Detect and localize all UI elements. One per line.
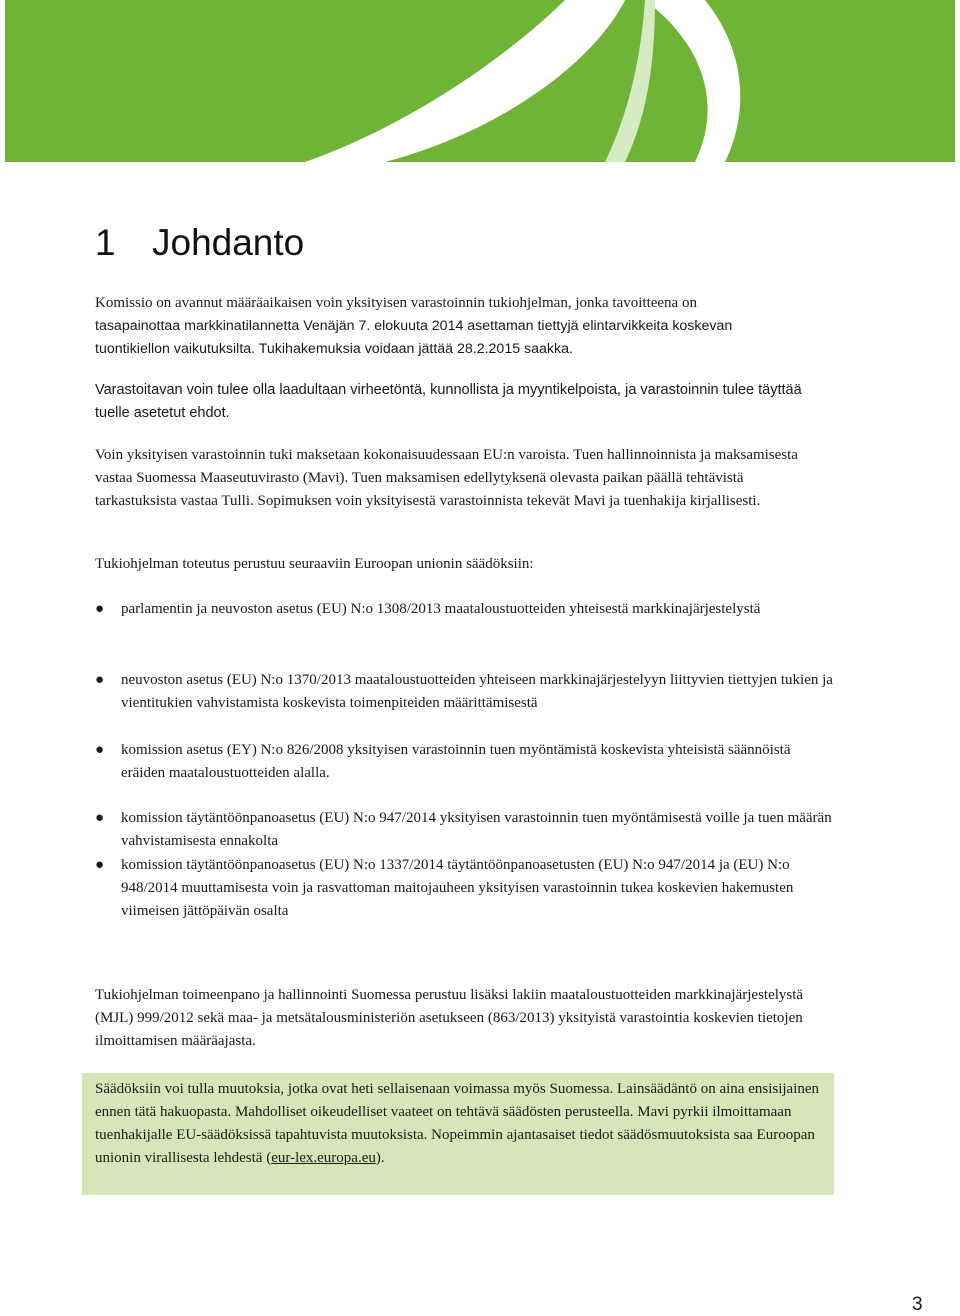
header-band	[5, 0, 955, 162]
bullet-icon: ●	[95, 857, 105, 873]
regulation-text: komission asetus (EY) N:o 826/2008 yksityisen varastoinnin tuen myöntämistä koskevista yhteisistä säännöistä eräiden maataloustuotteiden alalla.	[121, 742, 791, 781]
heading-title: Johdanto	[152, 222, 305, 263]
page-title	[95, 222, 304, 264]
intro-paragraph	[95, 292, 815, 361]
intro-line-2: tasapainottaa markkinatilannetta Venäjän 7. elokuuta 2014 asettaman tiettyjä elintarvikkeita koskevan	[95, 318, 733, 334]
regulation-text: komission täytäntöönpanoasetus (EU) N:o 947/2014 yksityisen varastoinnin tuen myöntämisestä voille ja tuen määrän vahvistamisesta ennakolta	[121, 810, 832, 849]
page-number: 3	[912, 1294, 923, 1315]
list-item	[95, 854, 835, 923]
list-item	[95, 739, 835, 785]
quality-paragraph: Varastoitavan voin tulee olla laadultaan virheetöntä, kunnollista ja myyntikelpoista, ja varastoinnin tulee täyttää tuelle asetetut ehdot.	[95, 382, 802, 421]
bullet-icon: ●	[95, 601, 105, 617]
bullet-icon: ●	[95, 810, 105, 826]
notice-box	[82, 1073, 834, 1195]
list-item	[95, 807, 835, 853]
legal-basis-intro: Tukiohjelman toteutus perustuu seuraaviin Euroopan unionin säädöksiin:	[95, 556, 534, 572]
list-item	[95, 598, 835, 621]
bullet-icon: ●	[95, 672, 105, 688]
notice-text-end: ).	[375, 1150, 385, 1166]
bullet-icon: ●	[95, 742, 105, 758]
heading-number: 1	[95, 222, 116, 263]
leaf-graphic-icon	[5, 0, 955, 162]
funding-paragraph: Voin yksityisen varastoinnin tuki maksetaan kokonaisuudessaan EU:n varoista. Tuen hallinnoinnista ja maksamisesta vastaa Suomessa Maaseutuvirasto (Mavi). Tuen maksamisen edellytyksenä olevasta paikan päällä tehtävistä tarkastuksista vastaa Tulli. Sopimuksen voin yksityisestä varastoinnista tekevät Mavi ja tuenhakija kirjallisesti.	[95, 447, 798, 509]
intro-line-3: tuontikiellon vaikutuksilta. Tukihakemuksia voidaan jättää 28.2.2015 saakka.	[95, 341, 573, 357]
national-law-paragraph: Tukiohjelman toimeenpano ja hallinnointi Suomessa perustuu lisäksi lakiin maataloustuotteiden markkinajärjestelystä (MJL) 999/2012 sekä maa- ja metsätalousministeriön asetukseen (863/2013) yksityistä varastointia koskevien tietojen ilmoittamisen määräajasta.	[95, 987, 804, 1049]
list-item	[95, 669, 835, 715]
intro-line-1: Komissio on avannut määräaikaisen voin yksityisen varastoinnin tukiohjelman, jonka tavoitteena on	[95, 295, 697, 311]
regulation-text: parlamentin ja neuvoston asetus (EU) N:o 1308/2013 maataloustuotteiden yhteisestä markkinajärjestelystä	[121, 601, 761, 617]
regulation-text: komission täytäntöönpanoasetus (EU) N:o 1337/2014 täytäntöönpanoasetusten (EU) N:o 947/2014 ja (EU) N:o 948/2014 muuttamisesta voin ja rasvattoman maitojauheen yksityisen varastoinnin tukea koskevien hakemusten viimeisen jättöpäivän osalta	[121, 857, 794, 919]
eur-lex-link[interactable]: eur-lex.europa.eu	[271, 1150, 376, 1166]
notice-text: Säädöksiin voi tulla muutoksia, jotka ovat heti sellaisenaan voimassa myös Suomessa. Lainsäädäntö on aina ensisijainen ennen tätä hakuopasta. Mahdolliset oikeudelliset vaateet on tehtävä säädösten perusteella. Mavi pyrkii ilmoittamaan tuenhakijalle EU-säädöksissä tapahtuvista muutoksista. Nopeimmin ajantasaiset tiedot säädösmuutoksista saa Euroopan unionin virallisesta lehdestä (	[95, 1081, 820, 1166]
regulation-text: neuvoston asetus (EU) N:o 1370/2013 maataloustuotteiden yhteiseen markkinajärjestelyyn liittyvien tiettyjen tukien ja vientitukien vahvistamista koskevista toimenpiteiden määrittämisestä	[121, 672, 833, 711]
